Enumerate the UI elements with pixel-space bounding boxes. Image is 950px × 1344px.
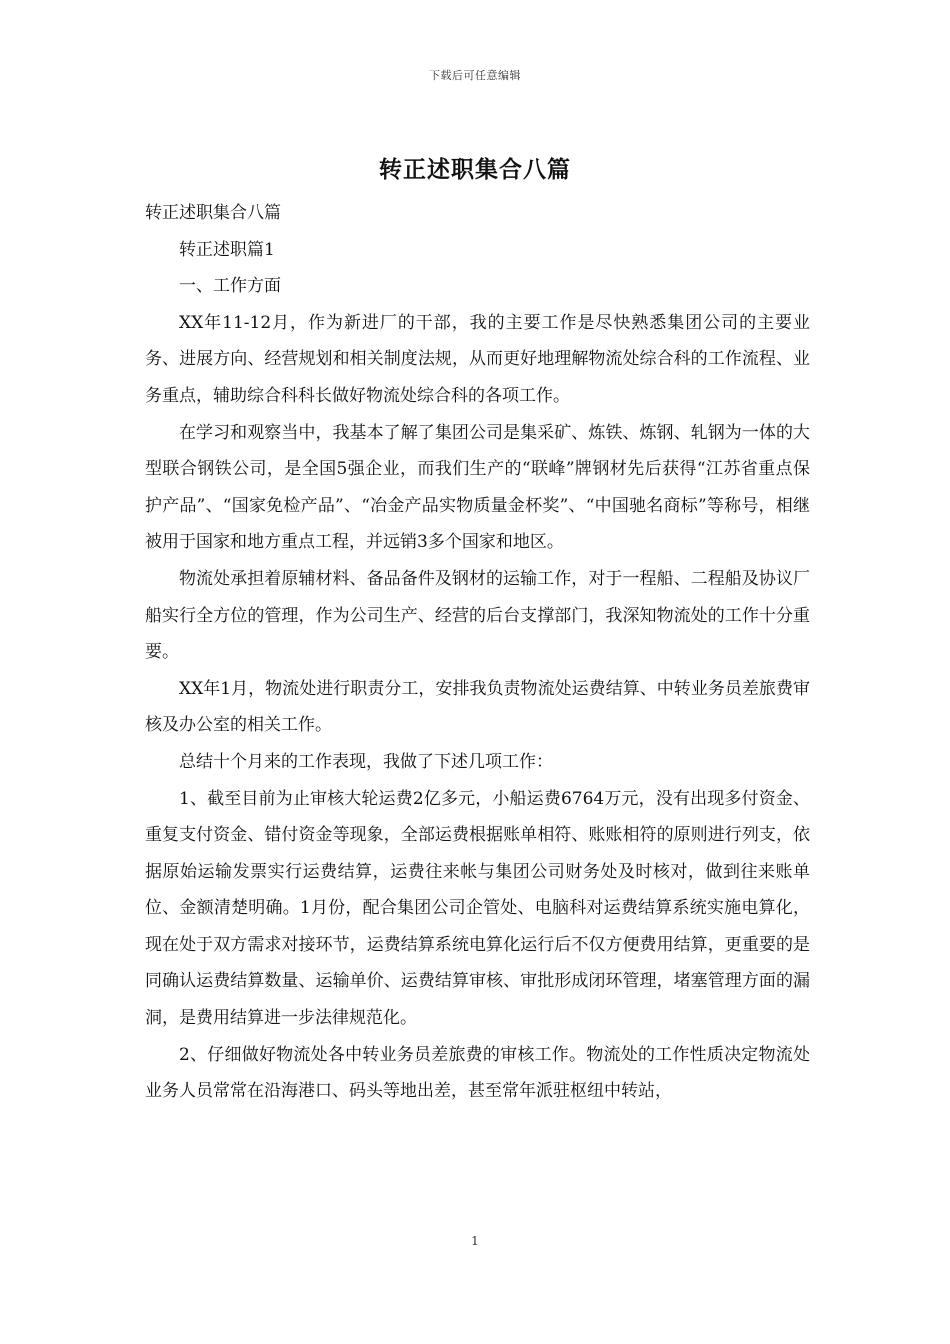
paragraph-logistics-role: 物流处承担着原辅材料、备品备件及钢材的运输工作，对于一程船、二程船及协议厂船实行全方位的管理，作为公司生产、经营的后台支撑部门，我深知物流处的工作十分重要。 (145, 568, 810, 663)
document-title: 转正述职集合八篇 (379, 156, 571, 183)
header-note: 下载后可任意编辑 (429, 69, 521, 82)
page-number: 1 (471, 1234, 479, 1248)
paragraph-intro: XX年11-12月，作为新进厂的干部，我的主要工作是尽快熟悉集团公司的主要业务、进展方向、经营规划和相关制度法规，从而更好地理解物流处综合科的工作流程、业务重点，辅助综合科科长做好物流处综合科的各项工作。 (145, 312, 810, 406)
paragraph-duty-assignment: XX年1月，物流处进行职责分工，安排我负责物流处运费结算、中转业务员差旅费审核及办公室的相关工作。 (145, 678, 810, 736)
document-body (145, 195, 810, 1110)
paragraph-item-2: 2、仔细做好物流处各中转业务员差旅费的审核工作。物流处的工作性质决定物流处业务人员常常在沿海港口、码头等地出差，甚至常年派驻枢纽中转站， (145, 1044, 810, 1102)
paragraph-item-1: 1、截至目前为止审核大轮运费2亿多元，小船运费6764万元，没有出现多付资金、重复支付资金、错付资金等现象，全部运费根据账单相符、账账相符的原则进行列支，依据原始运输发票实行运费结算，运费往来帐与集团公司财务处及时核对，做到往来账单位、金额清楚明确。1月份，配合集团公司企管处、电脑科对运费结算系统实施电算化，现在处于双方需求对接环节，运费结算系统电算化运行后不仅方便费用结算，更重要的是同确认运费结算数量、运输单价、运费结算审核、审批形成闭环管理，堵塞管理方面的漏洞，是费用结算进一步法律规范化。 (145, 788, 810, 1029)
document-subtitle: 转正述职集合八篇 (145, 203, 281, 223)
section-title: 转正述职篇1 (179, 239, 275, 260)
paragraph-company-overview: 在学习和观察当中，我基本了解了集团公司是集采矿、炼铁、炼钢、轧钢为一体的大型联合钢铁公司，是全国5强企业，而我们生产的“联峰”牌钢材先后获得“江苏省重点保护产品”、“国家免检产品”、“冶金产品实物质量金杯奖”、“中国驰名商标”等称号，相继被用于国家和地方重点工程，并远销3多个国家和地区。 (145, 422, 810, 553)
heading-work: 一、工作方面 (179, 276, 281, 297)
paragraph-summary-lead: 总结十个月来的工作表现，我做了下述几项工作： (179, 751, 553, 772)
